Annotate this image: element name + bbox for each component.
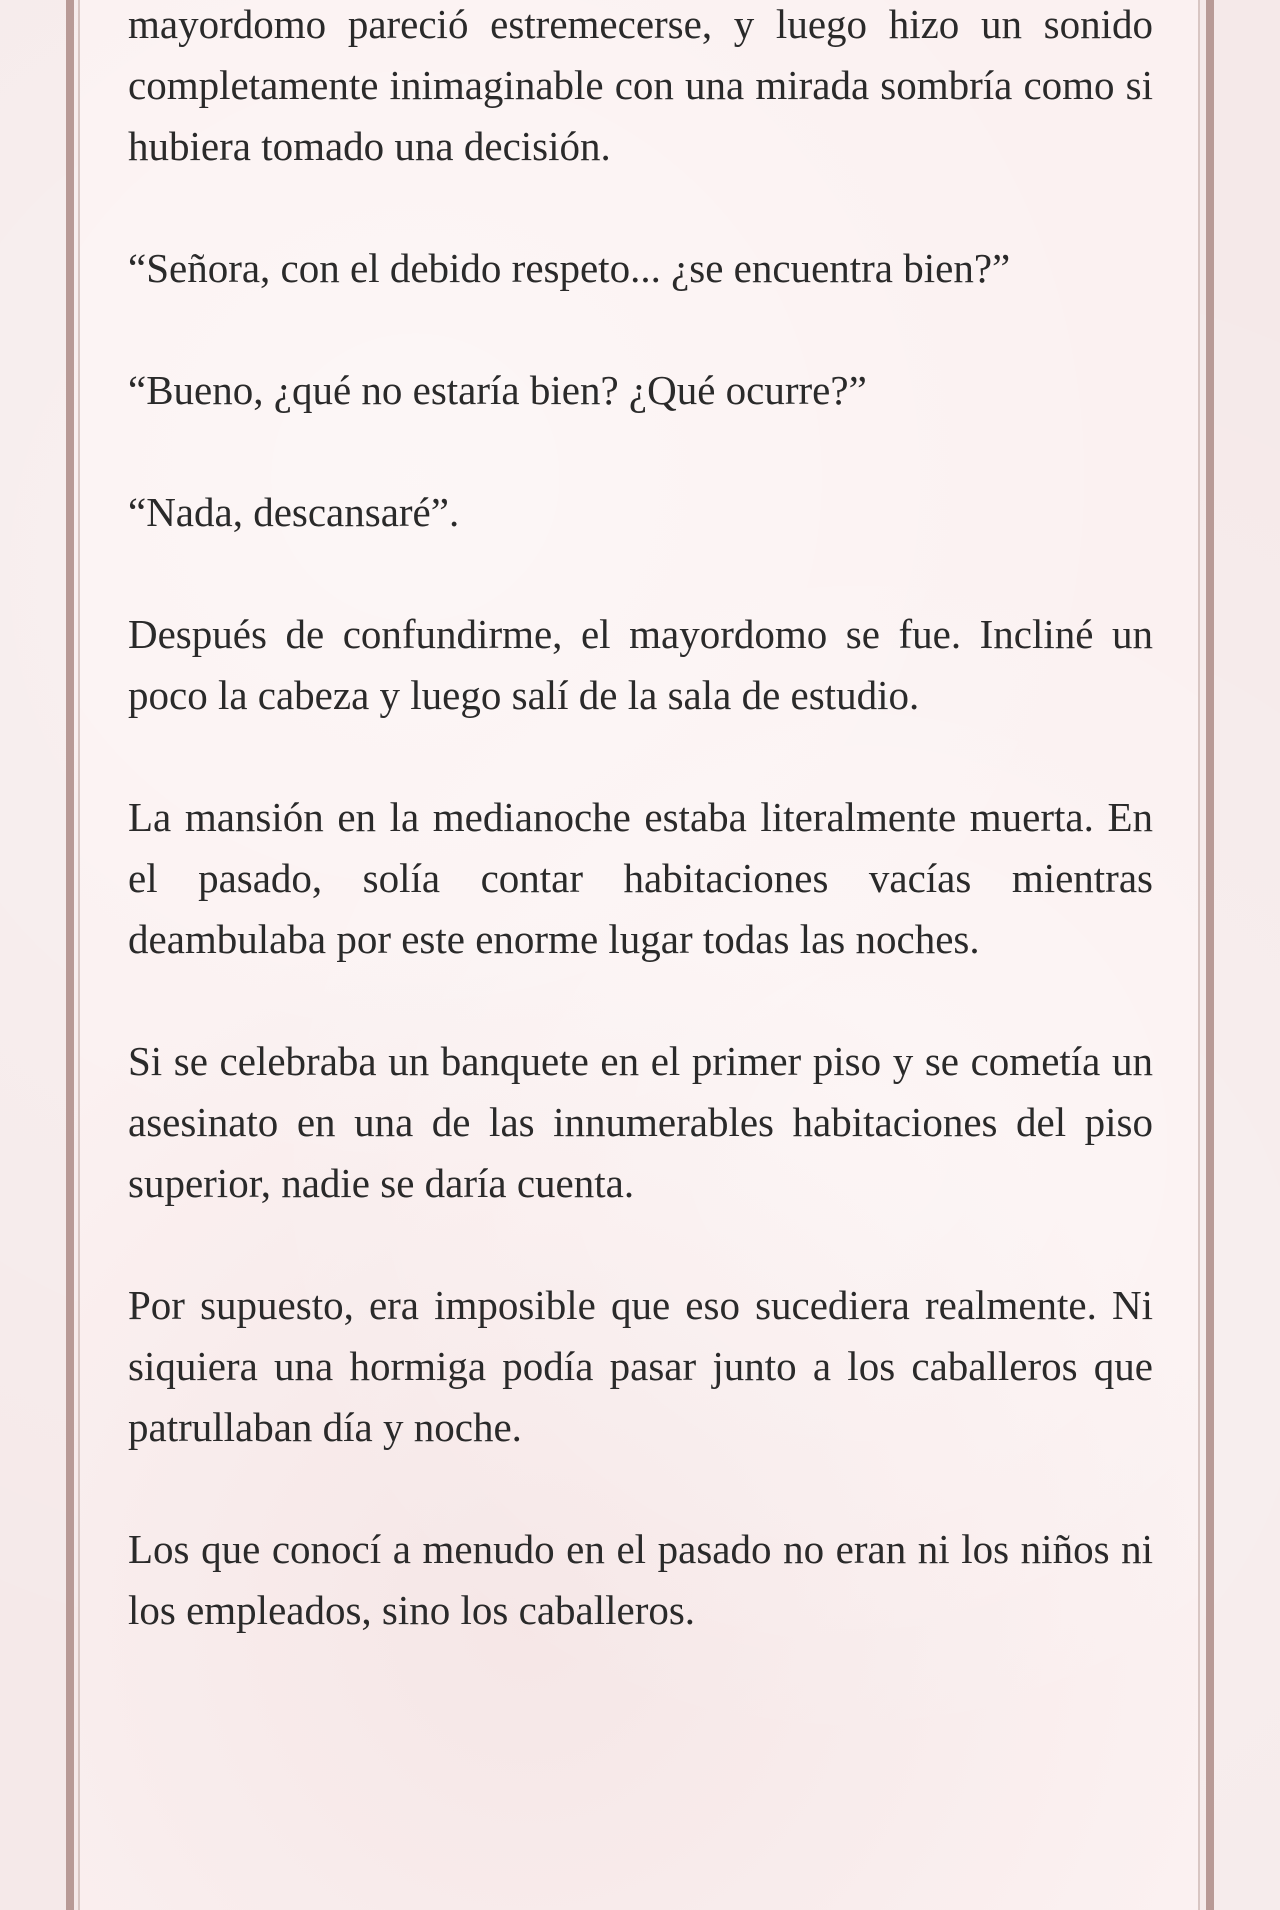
story-text [128,0,1153,1702]
paragraph-6: La mansión en la medianoche estaba literalmente muerta. En el pasado, solía contar habitaciones vacías mientras deambulaba por este enorme lugar todas las noches. [128,794,1153,962]
right-border [1206,0,1214,1910]
paragraph-8: Por supuesto, era imposible que eso sucediera realmente. Ni siquiera una hormiga podía pasar junto a los caballeros que patrullaban día y noche. [128,1282,1153,1450]
paragraph-3: “Bueno, ¿qué no estaría bien? ¿Qué ocurre?” [128,367,867,413]
paragraph-9: Los que conocí a menudo en el pasado no eran ni los niños ni los empleados, sino los caballeros. [128,1526,1153,1633]
paragraph-7: Si se celebraba un banquete en el primer piso y se cometía un asesinato en una de las innumerables habitaciones del piso superior, nadie se daría cuenta. [128,1038,1153,1206]
paragraph-4: “Nada, descansaré”. [128,489,460,535]
paragraph-2: “Señora, con el debido respeto... ¿se encuentra bien?” [128,245,1011,291]
left-border [66,0,74,1910]
paragraph-1: mayordomo pareció estremecerse, y luego hizo un sonido completamente inimaginable con una mirada sombría como si hubiera tomado una decisión. [128,1,1153,169]
right-inner-border [1198,0,1200,1910]
paragraph-5: Después de confundirme, el mayordomo se fue. Incliné un poco la cabeza y luego salí de la sala de estudio. [128,611,1153,718]
